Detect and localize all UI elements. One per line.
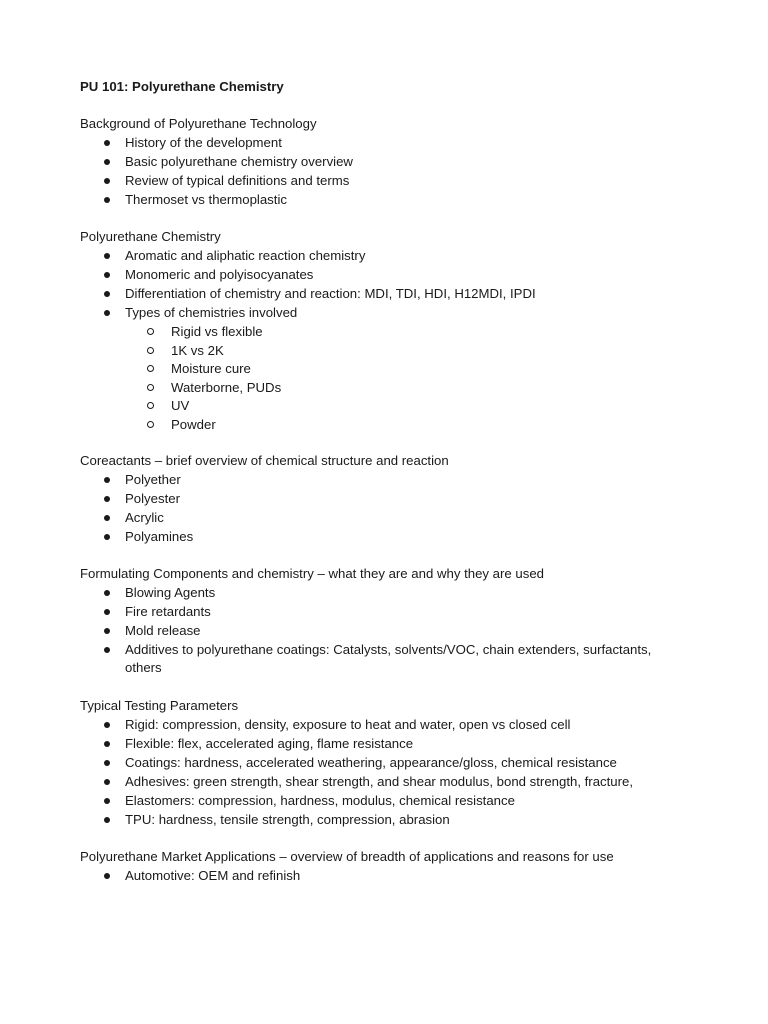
circle-bullet-icon: [147, 421, 154, 428]
list-item: [80, 603, 700, 622]
bullet-list: [80, 584, 700, 677]
bullet-icon: [104, 609, 110, 615]
list-item: [80, 509, 700, 528]
list-item: [80, 811, 700, 830]
bullet-icon: [104, 873, 110, 879]
list-item: [80, 266, 700, 285]
bullet-list: [80, 867, 720, 886]
bullet-list: [80, 716, 700, 830]
list-item: [80, 641, 700, 677]
circle-bullet-icon: [147, 347, 154, 354]
list-item: [80, 172, 700, 191]
list-item-text: Fire retardants: [125, 604, 211, 619]
list-item: [80, 134, 700, 153]
bullet-icon: [104, 253, 110, 259]
section-heading: Formulating Components and chemistry – what they are and why they are used: [80, 566, 545, 581]
list-item: [80, 754, 700, 773]
bullet-list: [80, 471, 700, 547]
bullet-icon: [104, 477, 110, 483]
bullet-icon: [104, 779, 110, 785]
section-polyurethane-chemistry: [80, 228, 700, 434]
list-item: [80, 153, 700, 172]
section-heading: Coreactants – brief overview of chemical structure and reaction: [80, 453, 449, 468]
list-item: [80, 304, 700, 323]
bullet-icon: [104, 272, 110, 278]
bullet-icon: [104, 628, 110, 634]
sub-list-item: [80, 397, 700, 416]
list-item-text: Polyester: [125, 491, 180, 506]
sub-list-item: [80, 416, 700, 435]
list-item: [80, 191, 700, 210]
list-item-text: Types of chemistries involved: [125, 305, 298, 320]
bullet-icon: [104, 140, 110, 146]
list-item: [80, 792, 700, 811]
list-item-text: Rigid: compression, density, exposure to heat and water, open vs closed cell: [125, 717, 571, 732]
list-item: [80, 584, 700, 603]
list-item-text: Differentiation of chemistry and reaction: MDI, TDI, HDI, H12MDI, IPDI: [125, 286, 536, 301]
list-item: [80, 716, 700, 735]
list-item-text: Automotive: OEM and refinish: [125, 868, 301, 883]
bullet-icon: [104, 647, 110, 653]
circle-bullet-icon: [147, 365, 154, 372]
section-coreactants: [80, 452, 700, 547]
bullet-icon: [104, 817, 110, 823]
list-item-text: Mold release: [125, 623, 201, 638]
list-item: [80, 528, 700, 547]
bullet-list: [80, 247, 700, 323]
sub-list-item-text: UV: [171, 398, 190, 413]
list-item-text: Review of typical definitions and terms: [125, 173, 350, 188]
list-item-text: Polyether: [125, 472, 181, 487]
list-item: [80, 735, 700, 754]
section-heading: Background of Polyurethane Technology: [80, 116, 317, 131]
document-title: PU 101: Polyurethane Chemistry: [80, 79, 284, 94]
bullet-icon: [104, 741, 110, 747]
sub-list-item: [80, 342, 700, 361]
list-item-text: Coatings: hardness, accelerated weathering, appearance/gloss, chemical resistance: [125, 755, 617, 770]
bullet-icon: [104, 291, 110, 297]
list-item: [80, 471, 700, 490]
bullet-icon: [104, 760, 110, 766]
list-item-text: Aromatic and aliphatic reaction chemistry: [125, 248, 366, 263]
list-item-text: Acrylic: [125, 510, 164, 525]
section-testing-parameters: [80, 697, 700, 830]
list-item: [80, 285, 700, 304]
bullet-icon: [104, 197, 110, 203]
section-formulating-components: [80, 565, 700, 677]
sub-list-item-text: 1K vs 2K: [171, 342, 224, 358]
section-background: [80, 115, 700, 210]
list-item-text: History of the development: [125, 135, 282, 150]
list-item: [80, 490, 700, 509]
bullet-icon: [104, 534, 110, 540]
section-market-applications: [80, 848, 720, 886]
list-item-text: Elastomers: compression, hardness, modulus, chemical resistance: [125, 793, 515, 808]
list-item-text: Polyamines: [125, 529, 194, 544]
list-item-text: Thermoset vs thermoplastic: [125, 192, 287, 207]
list-item-text: TPU: hardness, tensile strength, compression, abrasion: [125, 812, 450, 827]
sub-list-item: [80, 360, 700, 379]
section-heading: Typical Testing Parameters: [80, 698, 239, 713]
list-item-text: Basic polyurethane chemistry overview: [125, 154, 353, 169]
list-item-text: Additives to polyurethane coatings: Catalysts, solvents/VOC, chain extenders, surfactants,: [125, 642, 652, 657]
sub-bullet-list: [80, 323, 700, 434]
list-item-text: Adhesives: green strength, shear strength, and shear modulus, bond strength, fracture,: [125, 774, 634, 789]
circle-bullet-icon: [147, 402, 154, 409]
circle-bullet-icon: [147, 328, 154, 335]
bullet-icon: [104, 515, 110, 521]
bullet-icon: [104, 159, 110, 165]
list-item-text: Monomeric and polyisocyanates: [125, 267, 314, 282]
list-item: [80, 247, 700, 266]
sub-list-item-text: Waterborne, PUDs: [171, 379, 282, 395]
list-item: [80, 867, 720, 886]
bullet-list: [80, 134, 700, 210]
section-heading: Polyurethane Chemistry: [80, 229, 221, 244]
bullet-icon: [104, 178, 110, 184]
sub-list-item-text: Rigid vs flexible: [171, 324, 263, 339]
list-item: [80, 622, 700, 641]
bullet-icon: [104, 310, 110, 316]
sub-list-item-text: Moisture cure: [171, 361, 251, 376]
bullet-icon: [104, 590, 110, 596]
bullet-icon: [104, 798, 110, 804]
section-heading: Polyurethane Market Applications – overview of breadth of applications and reasons for use: [80, 849, 614, 864]
list-item-text: Blowing Agents: [125, 585, 216, 600]
sub-list-item-text: Powder: [171, 416, 216, 432]
list-item: [80, 773, 700, 792]
circle-bullet-icon: [147, 384, 154, 391]
bullet-icon: [104, 496, 110, 502]
bullet-icon: [104, 722, 110, 728]
list-item-text-continuation: others: [125, 660, 162, 675]
sub-list-item: [80, 323, 700, 342]
list-item-text: Flexible: flex, accelerated aging, flame resistance: [125, 736, 414, 751]
sub-list-item: [80, 379, 700, 398]
